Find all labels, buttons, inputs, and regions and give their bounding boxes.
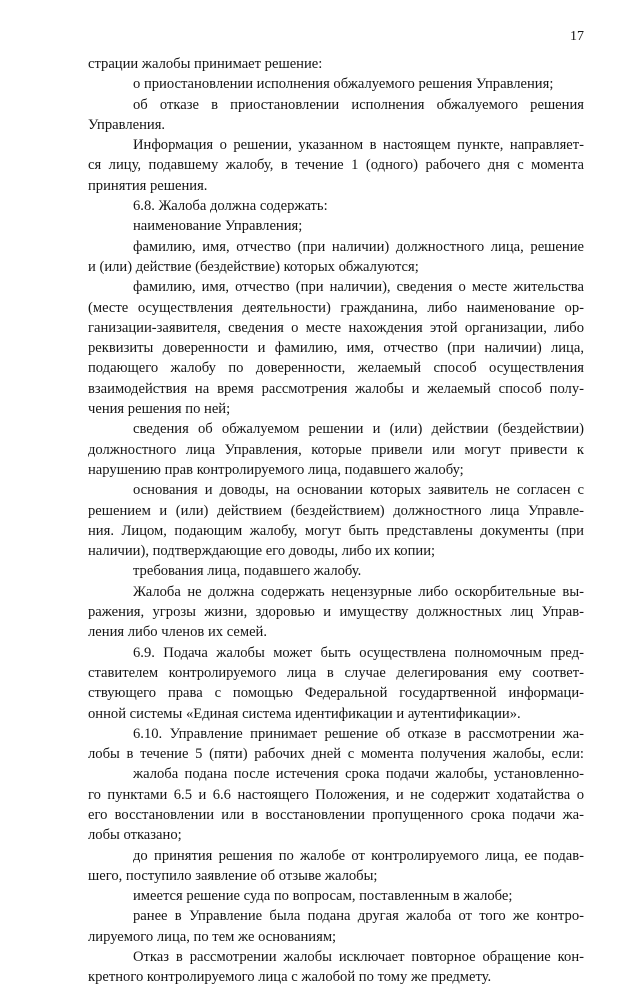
text-line: должностного лица Управления, которые привели или могут привести к [88,441,584,458]
text-line: Жалоба не должна содержать нецензурные либо оскорбительные вы- [133,583,584,600]
text-line: 6.8. Жалоба должна содержать: [133,198,328,215]
text-line: до принятия решения по жалобе от контролируемого лица, ее подав- [133,847,584,864]
text-line: фамилию, имя, отчество (при наличии) должностного лица, решение [133,238,584,255]
text-line: ставителем контролируемого лица в случае делегирования ему соответ- [88,664,584,681]
page-number: 17 [570,29,584,44]
text-line: го пунктами 6.5 и 6.6 настоящего Положения, и не содержит ходатайства о [88,786,584,803]
text-line: ганизации-заявителя, сведения о месте нахождения этой организации, либо [88,319,584,336]
text-line: 6.10. Управление принимает решение об отказе в рассмотрении жа- [133,725,584,742]
text-line: 6.9. Подача жалобы может быть осуществлена полномочным пред- [133,644,584,661]
text-line: наименование Управления; [133,218,303,235]
text-line: Отказ в рассмотрении жалобы исключает повторное обращение кон- [133,949,584,966]
text-line: об отказе в приостановлении исполнения обжалуемого решения [133,96,584,113]
text-line: жалоба подана после истечения срока подачи жалобы, установленно- [133,766,584,783]
text-line: о приостановлении исполнения обжалуемого решения Управления; [133,76,554,93]
text-line: основания и доводы, на основании которых заявитель не согласен с [133,482,584,499]
text-line: фамилию, имя, отчество (при наличии), сведения о месте жительства [133,279,584,296]
text-line: (месте осуществления деятельности) гражданина, либо наименование ор- [88,299,584,316]
text-line: нарушению прав контролируемого лица, подавшего жалобу; [88,461,464,478]
text-line: Информация о решении, указанном в настоящем пункте, направляет- [133,137,584,154]
text-line: и (или) действие (бездействие) которых обжалуются; [88,258,419,275]
text-line: ся лицу, подавшему жалобу, в течение 1 (одного) рабочего дня с момента [88,157,584,174]
text-line: кретного контролируемого лица с жалобой по тому же предмету. [88,969,492,986]
text-line: лобы отказано; [88,827,182,844]
text-line: шего, поступило заявление об отзыве жалобы; [88,867,378,884]
text-line: лобы в течение 5 (пяти) рабочих дней с момента получения жалобы, если: [88,746,584,763]
text-line: ствующего права с помощью Федеральной государтвенной информаци- [88,685,584,702]
text-line: принятия решения. [88,177,208,194]
text-line: имеется решение суда по вопросам, поставленным в жалобе; [133,888,513,905]
text-line: ления либо членов их семей. [88,624,268,641]
text-line: онной системы «Единая система идентификации и аутентификации». [88,705,521,722]
text-line: сведения об обжалуемом решении и (или) действии (бездействии) [133,421,584,438]
text-line: чения решения по ней; [88,401,231,418]
text-line: его восстановлении или в восстановлении пропущенного срока подачи жа- [88,806,584,823]
text-line: наличии), подтверждающие его доводы, либо их копии; [88,543,436,560]
text-line: лируемого лица, по тем же основаниям; [88,928,337,945]
text-line: ранее в Управление была подана другая жалоба от того же контро- [133,908,584,925]
text-line: взаимодействия на время рассмотрения жалобы и желаемый способ полу- [88,380,584,397]
text-line: ния. Лицом, подающим жалобу, могут быть представлены документы (при [88,522,584,539]
body-text [88,54,584,988]
text-line: требования лица, подавшего жалобу. [133,563,362,580]
text-line: Управления. [88,116,166,133]
text-line: ражения, угрозы жизни, здоровью и имуществу должностных лиц Управ- [88,604,584,621]
text-line: подающего жалобу по доверенности, желаемый способ осуществления [88,360,584,377]
text-line: страции жалобы принимает решение: [88,56,323,72]
text-line: реквизиты доверенности и фамилию, имя, отчество (при наличии) лица, [88,340,584,357]
text-line: решением и (или) действием (бездействием) должностного лица Управле- [88,502,584,519]
